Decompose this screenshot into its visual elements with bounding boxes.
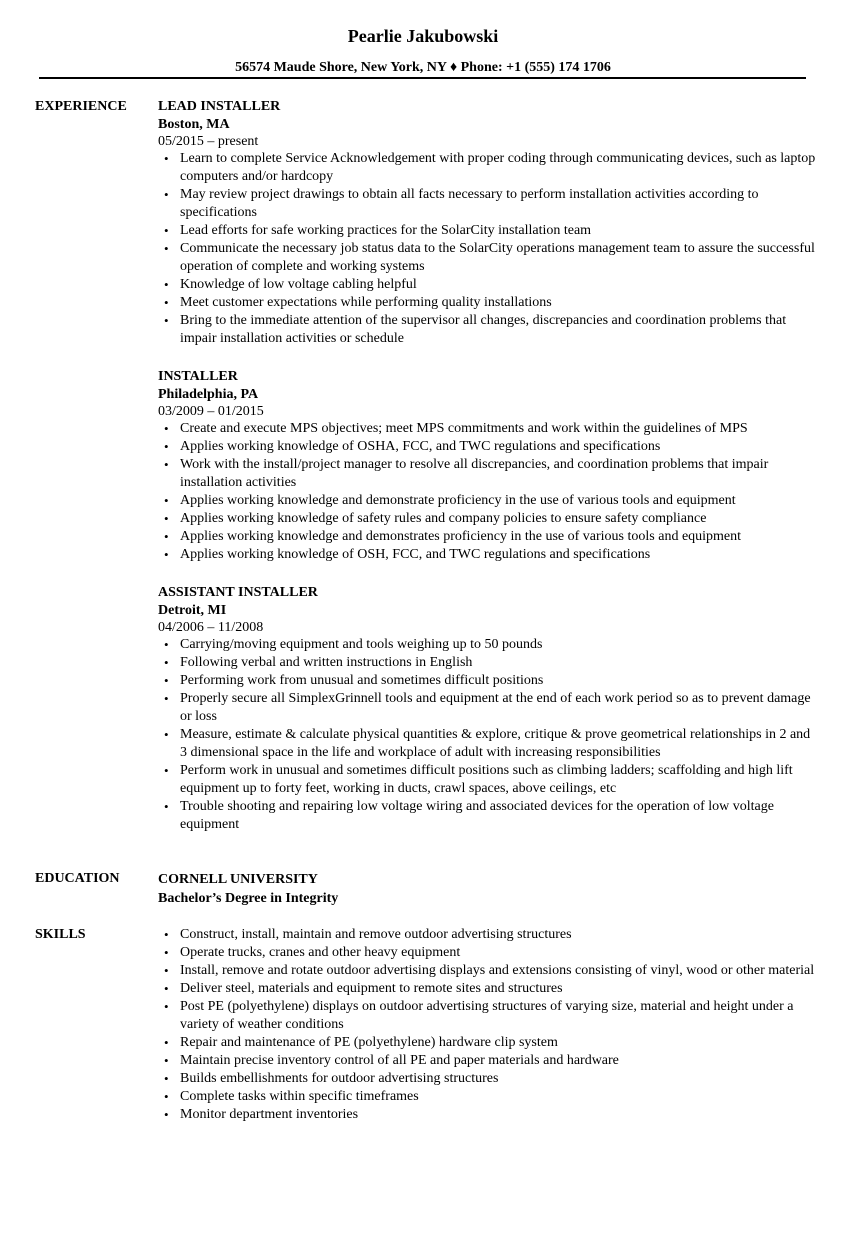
skills-list [158, 926, 818, 1124]
list-item: • Complete tasks within specific timeframes [158, 1088, 818, 1106]
list-item: • Measure, estimate & calculate physical quantities & explore, critique & prove geometrical relationships in 2 and 3 dimensional space in the life and workplace of adult with increasing responsibilities [158, 726, 818, 762]
job-location: Boston, MA [158, 117, 230, 132]
list-item: • Following verbal and written instructions in English [158, 654, 818, 672]
contact-line: 56574 Maude Shore, New York, NY ♦ Phone: +1 (555) 174 1706 [235, 60, 611, 75]
list-item: • May review project drawings to obtain all facts necessary to perform installation activities according to specifications [158, 186, 818, 222]
job-location: Detroit, MI [158, 603, 227, 618]
list-item: • Lead efforts for safe working practices for the SolarCity installation team [158, 222, 818, 240]
list-item: • Applies working knowledge and demonstrates proficiency in the use of various tools and equipment [158, 528, 818, 546]
job-title: LEAD INSTALLER [158, 99, 281, 114]
education-entry [158, 870, 818, 908]
job-bullets [158, 150, 818, 348]
list-item: • Meet customer expectations while performing quality installations [158, 294, 818, 312]
job-dates: 05/2015 – present [158, 134, 259, 149]
list-item: • Monitor department inventories [158, 1106, 818, 1124]
experience-list [158, 98, 818, 834]
job-title: ASSISTANT INSTALLER [158, 585, 318, 600]
list-item: • Work with the install/project manager to resolve all discrepancies, and coordination problems that impair installation activities [158, 456, 818, 492]
list-item: • Perform work in unusual and sometimes difficult positions such as climbing ladders; scaffolding and high lift equipment up to forty feet, working in ducts, crawl spaces, above ceilings, etc [158, 762, 818, 798]
header-divider [39, 77, 806, 79]
job-dates: 03/2009 – 01/2015 [158, 404, 264, 419]
list-item: • Learn to complete Service Acknowledgement with proper coding through communicating devices, such as laptop computers and/or hardcopy [158, 150, 818, 186]
section-title-education: EDUCATION [35, 871, 120, 886]
job-entry [158, 584, 818, 834]
list-item: • Builds embellishments for outdoor advertising structures [158, 1070, 818, 1088]
list-item: • Operate trucks, cranes and other heavy equipment [158, 944, 818, 962]
list-item: • Install, remove and rotate outdoor advertising displays and extensions consisting of vinyl, wood or other material [158, 962, 818, 980]
list-item: • Maintain precise inventory control of all PE and paper materials and hardware [158, 1052, 818, 1070]
section-title-skills: SKILLS [35, 927, 86, 942]
list-item: • Deliver steel, materials and equipment to remote sites and structures [158, 980, 818, 998]
job-bullets [158, 636, 818, 834]
job-bullets [158, 420, 818, 564]
section-title-experience: EXPERIENCE [35, 99, 127, 114]
job-entry [158, 98, 818, 348]
list-item: • Trouble shooting and repairing low voltage wiring and associated devices for the operation of low voltage equipment [158, 798, 818, 834]
job-entry [158, 368, 818, 564]
list-item: • Carrying/moving equipment and tools weighing up to 50 pounds [158, 636, 818, 654]
list-item: • Applies working knowledge of safety rules and company policies to ensure safety compliance [158, 510, 818, 528]
list-item: • Properly secure all SimplexGrinnell tools and equipment at the end of each work period so as to prevent damage or loss [158, 690, 818, 726]
list-item: • Applies working knowledge of OSHA, FCC, and TWC regulations and specifications [158, 438, 818, 456]
list-item: • Create and execute MPS objectives; meet MPS commitments and work within the guidelines of MPS [158, 420, 818, 438]
list-item: • Post PE (polyethylene) displays on outdoor advertising structures of varying size, material and height under a variety of weather conditions [158, 998, 818, 1034]
list-item: • Construct, install, maintain and remove outdoor advertising structures [158, 926, 818, 944]
school-name: CORNELL UNIVERSITY [158, 872, 318, 887]
candidate-name: Pearlie Jakubowski [347, 26, 499, 46]
skills-list-container [158, 926, 818, 1124]
job-title: INSTALLER [158, 369, 238, 384]
job-dates: 04/2006 – 11/2008 [158, 620, 264, 635]
list-item: • Knowledge of low voltage cabling helpful [158, 276, 818, 294]
job-location: Philadelphia, PA [158, 387, 259, 402]
list-item: • Applies working knowledge of OSH, FCC, and TWC regulations and specifications [158, 546, 818, 564]
list-item: • Performing work from unusual and sometimes difficult positions [158, 672, 818, 690]
list-item: • Bring to the immediate attention of the supervisor all changes, discrepancies and coordination problems that impair installation activities or schedule [158, 312, 818, 348]
list-item: • Repair and maintenance of PE (polyethylene) hardware clip system [158, 1034, 818, 1052]
list-item: • Communicate the necessary job status data to the SolarCity operations management team to assure the successful operation of complete and working systems [158, 240, 818, 276]
list-item: • Applies working knowledge and demonstrate proficiency in the use of various tools and equipment [158, 492, 818, 510]
degree: Bachelor’s Degree in Integrity [158, 891, 339, 906]
